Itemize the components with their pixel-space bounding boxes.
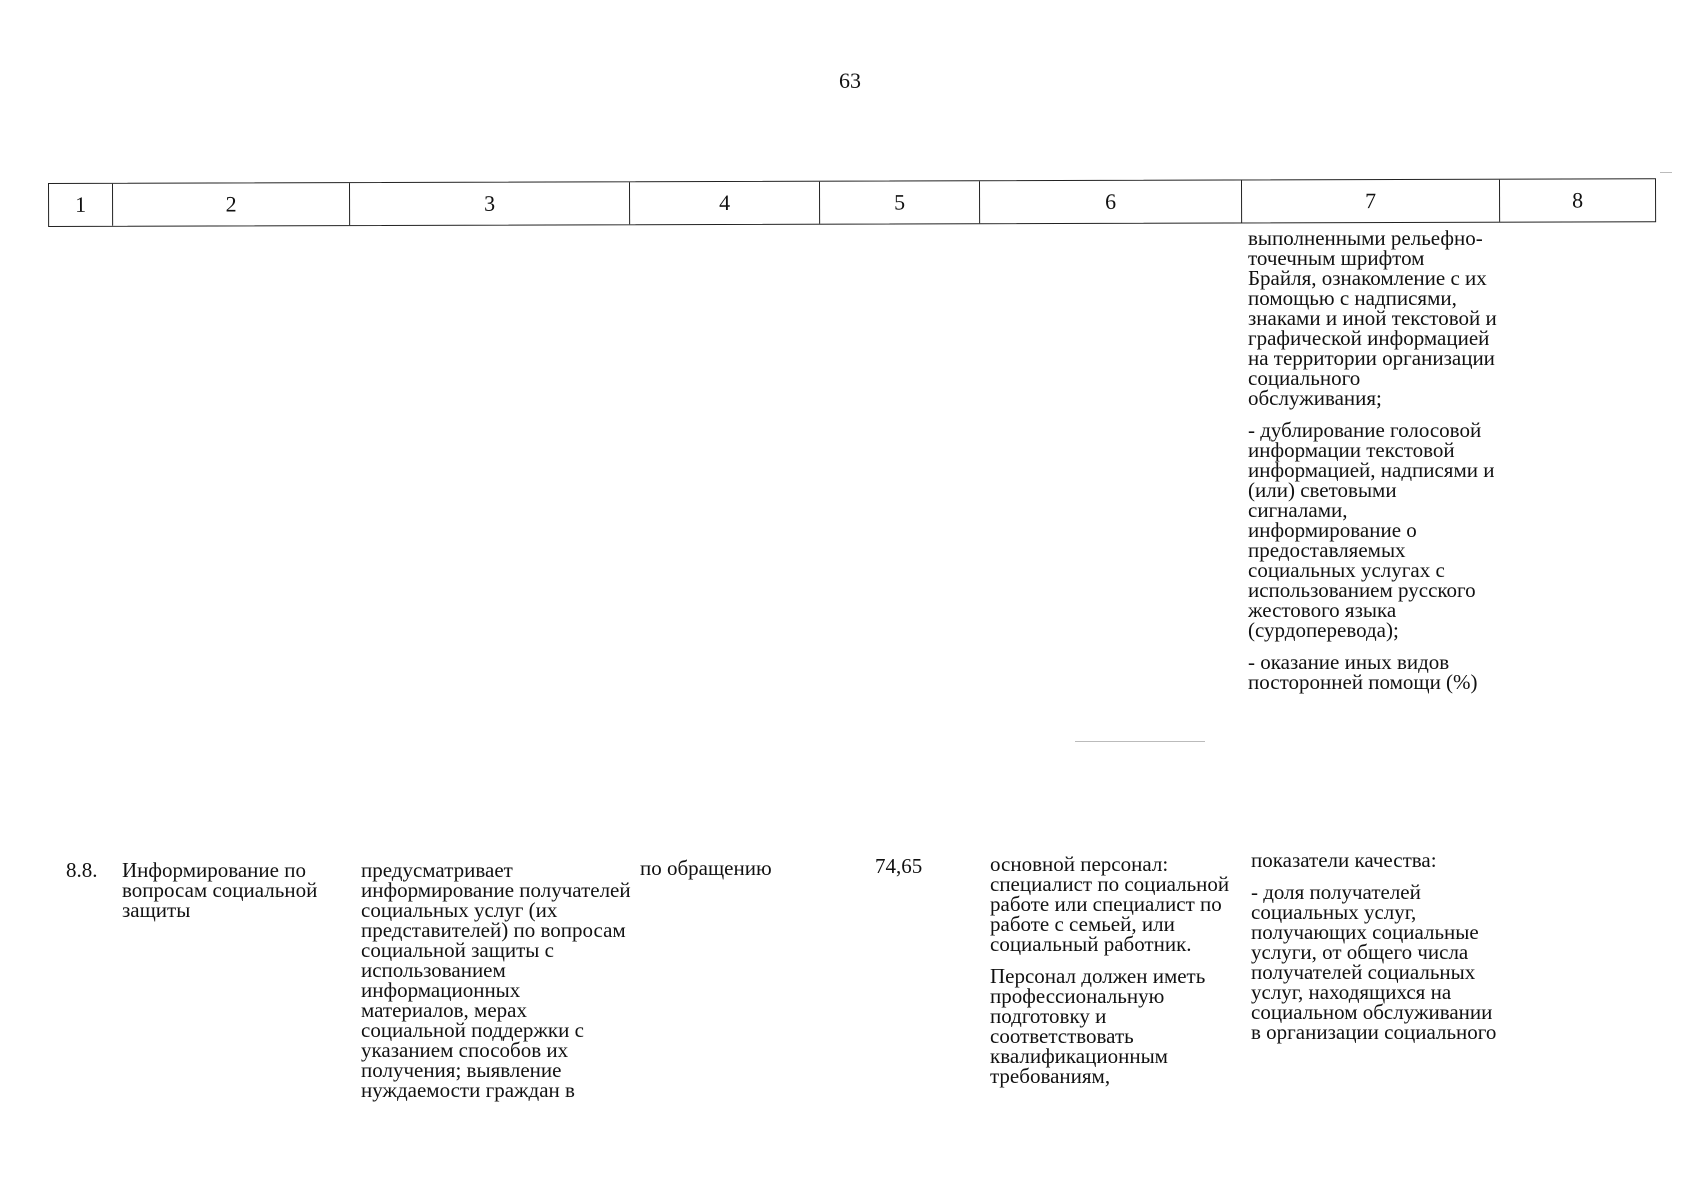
criteria-paragraph: выполненными рельефно-точечным шрифтом Брайля, ознакомление с их помощью с надписями, знаками и иной текстовой и графической информацией на территории организации социального обслуживания; xyxy=(1248,226,1497,410)
service-description: предусматривает информирование получателей социальных услуг (их представителей) по вопросам социальной защиты с использованием информационных материалов, мерах социальной поддержки с указанием способов их получения; выявление нуждаемости граждан в xyxy=(361,858,631,1102)
row-number: 8.8. xyxy=(66,858,98,882)
criteria-paragraph: - дублирование голосовой информации текстовой информацией, надписями и (или) световыми сигналами, информирование о предоставляемых социальных услугах с использованием русского жестового языка (сурдоперевода); xyxy=(1248,418,1495,642)
criteria-paragraph: - оказание иных видов посторонней помощи (%) xyxy=(1248,650,1478,694)
service-price: 74,65 xyxy=(875,854,923,878)
page-number: 63 xyxy=(839,68,861,93)
header-cell-4: 4 xyxy=(630,182,820,225)
continued-quality-criteria xyxy=(1248,228,1498,692)
scan-artifact xyxy=(1075,741,1205,742)
header-cell-2: 2 xyxy=(113,183,350,226)
header-cell-5: 5 xyxy=(820,181,980,223)
header-cell-8: 8 xyxy=(1572,187,1584,213)
service-name: Информирование по вопросам социальной защиты xyxy=(122,858,318,922)
table-header-row xyxy=(48,178,1656,227)
staff-paragraph: Персонал должен иметь профессиональную подготовку и соответствовать квалификационным требованиям, xyxy=(990,964,1206,1088)
header-cell-3: 3 xyxy=(350,182,630,225)
quality-paragraph: - доля получателей социальных услуг, получающих социальные услуги, от общего числа получателей социальных услуг, находящихся на социальном обслуживании в организации социального xyxy=(1251,880,1497,1044)
staff-requirements xyxy=(990,854,1250,1086)
staff-paragraph: основной персонал: специалист по социальной работе или специалист по работе с семьей, или социальный работник. xyxy=(990,852,1230,956)
quality-indicators xyxy=(1251,850,1506,1042)
service-frequency: по обращению xyxy=(640,856,772,880)
quality-paragraph: показатели качества: xyxy=(1251,848,1437,872)
header-cell-1: 1 xyxy=(49,184,113,226)
scan-artifact xyxy=(1660,172,1672,173)
header-cell-7: 7 xyxy=(1242,180,1500,223)
header-cell-6: 6 xyxy=(980,180,1242,223)
